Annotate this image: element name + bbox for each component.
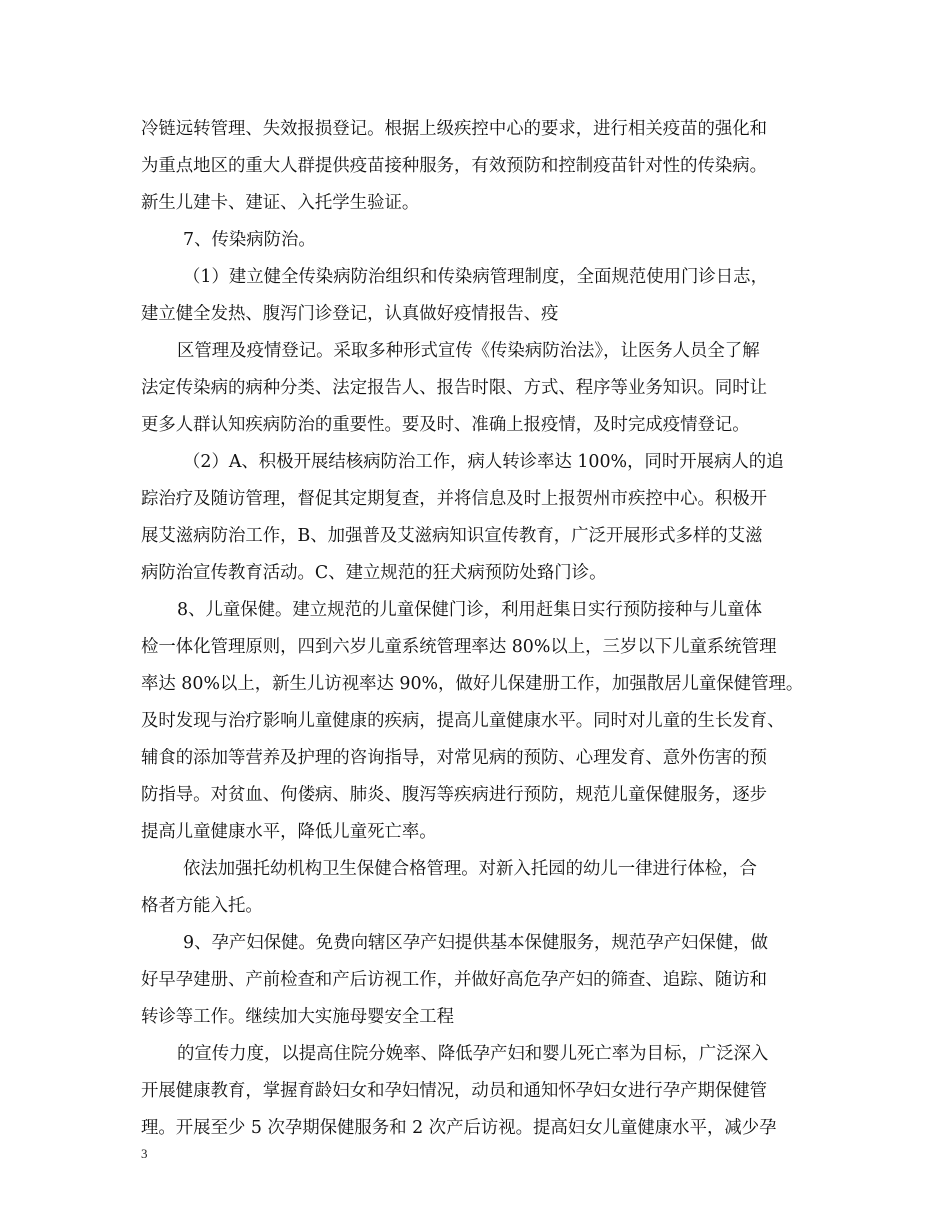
text-line: 提高儿童健康水平，降低儿童死亡率。	[141, 822, 437, 842]
text-line: 冷链远转管理、失效报损登记。根据上级疾控中心的要求，进行相关疫苗的强化和	[141, 119, 768, 139]
text-line: 理。开展至少 5 次孕期保健服务和 2 次产后访视。提高妇女儿童健康水平，减少孕	[141, 1118, 777, 1138]
text-line: 病防治宣传教育活动。C、建立规范的狂犬病预防处臵门诊。	[141, 563, 607, 583]
text-line: 好早孕建册、产前检查和产后访视工作，并做好高危孕产妇的筛查、追踪、随访和	[141, 970, 768, 990]
text-line: 新生儿建卡、建证、入托学生验证。	[141, 193, 420, 213]
text-line: 转诊等工作。继续加大实施母婴安全工程	[141, 1007, 455, 1027]
text-line: 防指导。对贫血、佝偻病、肺炎、腹泻等疾病进行预防，规范儿童保健服务，逐步	[141, 785, 768, 805]
text-line: （2）A、积极开展结核病防治工作，病人转诊率达 100%，同时开展病人的追	[183, 452, 784, 472]
text-line: 开展健康教育，掌握育龄妇女和孕妇情况，动员和通知怀孕妇女进行孕产期保健管	[141, 1081, 768, 1101]
text-line: 及时发现与治疗影响儿童健康的疾病，提高儿童健康水平。同时对儿童的生长发育、	[141, 711, 785, 731]
text-line: 踪治疗及随访管理，督促其定期复查，并将信息及时上报贺州市疾控中心。积极开	[141, 489, 768, 509]
text-line: 建立健全发热、腹泻门诊登记，认真做好疫情报告、疫	[141, 304, 559, 324]
text-line: 法定传染病的病种分类、法定报告人、报告时限、方式、程序等业务知识。同时让	[141, 378, 768, 398]
page-number: 3	[141, 1146, 148, 1161]
text-line: 辅食的添加等营养及护理的咨询指导，对常见病的预防、心理发育、意外伤害的预	[141, 748, 768, 768]
text-line: 8、儿童保健。建立规范的儿童保健门诊，利用赶集日实行预防接种与儿童体	[177, 600, 762, 620]
text-line: 检一体化管理原则，四到六岁儿童系统管理率达 80%以上，三岁以下儿童系统管理	[141, 637, 777, 657]
text-line: 的宣传力度，以提高住院分娩率、降低孕产妇和婴儿死亡率为目标，广泛深入	[177, 1044, 769, 1064]
text-line: 区管理及疫情登记。采取多种形式宣传《传染病防治法》，让医务人员全了解	[177, 341, 760, 361]
text-line: 更多人群认知疾病防治的重要性。要及时、准确上报疫情，及时完成疫情登记。	[141, 415, 750, 435]
text-line: 为重点地区的重大人群提供疫苗接种服务，有效预防和控制疫苗针对性的传染病。	[141, 156, 768, 176]
text-line: （1）建立健全传染病防治组织和传染病管理制度，全面规范使用门诊日志，	[183, 267, 768, 287]
text-line: 展艾滋病防治工作，B、加强普及艾滋病知识宣传教育，广泛开展形式多样的艾滋	[141, 526, 763, 546]
text-line: 7、传染病防治。	[183, 230, 316, 250]
text-line: 依法加强托幼机构卫生保健合格管理。对新入托园的幼儿一律进行体检，合	[183, 859, 757, 879]
text-line: 率达 80%以上，新生儿访视率达 90%，做好儿保建册工作，加强散居儿童保健管理。	[141, 674, 804, 694]
text-line: 格者方能入托。	[141, 896, 263, 916]
text-line: 9、孕产妇保健。免费向辖区孕产妇提供基本保健服务，规范孕产妇保健，做	[183, 933, 768, 953]
